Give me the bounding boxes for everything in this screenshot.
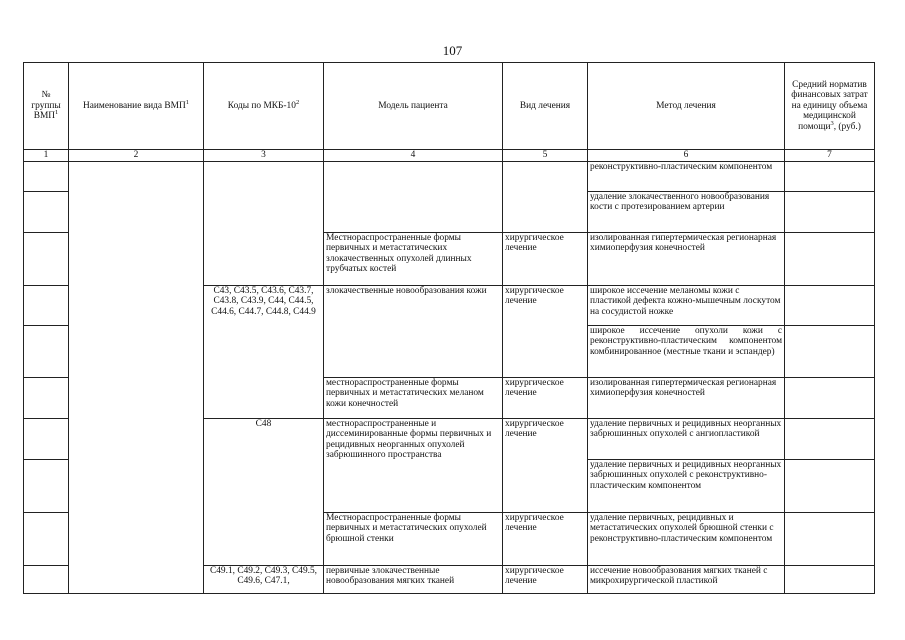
method-cell: удаление первичных, рецидивных и метастатических опухолей брюшной стенки с реконструктивно-пластическим компонентом [588,513,785,566]
cost-cell [785,162,875,192]
model-cell: злокачественные новообразования кожи [324,286,503,378]
method-cell: реконструктивно-пластическим компонентом [588,162,785,192]
model-cell: первичные злокачественные новообразования мягких тканей [324,566,503,594]
cost-cell [785,460,875,513]
group-cell [24,419,69,460]
column-number: 6 [588,150,785,162]
method-cell: иссечение новообразования мягких тканей с микрохирургической пластикой [588,566,785,594]
header-codes: Коды по МКБ-$10^2$ [204,63,324,150]
treatment-cell: хирургическое лечение [503,233,588,286]
treatment-cell: хирургическое лечение [503,513,588,566]
treatment-cell: хирургическое лечение [503,566,588,594]
header-group: № группы ВМП$^1$ [24,63,69,150]
method-cell: удаление первичных и рецидивных неорганных забрюшинных опухолей с ангиопластикой [588,419,785,460]
column-number: 3 [204,150,324,162]
column-number: 5 [503,150,588,162]
group-cell [24,513,69,566]
vmp-table [23,62,875,594]
group-cell [24,192,69,233]
model-cell: Местнораспространенные формы первичных и метастатических опухолей брюшной стенки [324,513,503,566]
column-number: 7 [785,150,875,162]
header-method: Метод лечения [588,63,785,150]
header-name: Наименование вида ВМП$^1$ [69,63,204,150]
treatment-cell: хирургическое лечение [503,378,588,419]
cost-cell [785,233,875,286]
cost-cell [785,286,875,326]
group-cell [24,233,69,286]
group-cell [24,566,69,594]
model-cell: местнораспространенные формы первичных и метастатических меланом кожи конечностей [324,378,503,419]
method-cell: удаление первичных и рецидивных неорганных забрюшинных опухолей с реконструктивно-пластическим компонентом [588,460,785,513]
page-number: 107 [442,43,463,58]
group-cell [24,286,69,326]
method-cell: широкое иссечение опухоли кожи с реконструктивно-пластическим компонентом комбинированное (местные ткани и эспандер) [588,326,785,378]
header-treatment: Вид лечения [503,63,588,150]
group-cell [24,460,69,513]
header-model: Модель пациента [324,63,503,150]
cost-cell [785,419,875,460]
column-number: 1 [24,150,69,162]
cost-cell [785,192,875,233]
model-cell: Местнораспространенные формы первичных и метастатических злокачественных опухолей длинных трубчатых костей [324,233,503,286]
cost-cell [785,326,875,378]
codes-cell: C43, C43.5, C43.6, C43.7, C43.8, C43.9, C44, C44.5, C44.6, C44.7, C44.8, C44.9 [204,286,324,419]
name-cell [69,162,204,594]
column-number-row [24,150,875,162]
group-cell [24,162,69,192]
model-cell: местнораспространенные и диссеминированные формы первичных и рецидивных неорганных опухолей забрюшинного пространства [324,419,503,513]
cost-cell [785,566,875,594]
table-row [24,162,875,192]
treatment-cell: хирургическое лечение [503,419,588,513]
codes-cell [204,162,324,286]
cost-cell [785,513,875,566]
method-cell: изолированная гипертермическая регионарная химиоперфузия конечностей [588,233,785,286]
treatment-cell: хирургическое лечение [503,286,588,378]
column-number: 4 [324,150,503,162]
column-number: 2 [69,150,204,162]
codes-cell: C48 [204,419,324,566]
cost-cell [785,378,875,419]
method-cell: удаление злокачественного новообразования кости с протезированием артерии [588,192,785,233]
model-cell [324,162,503,233]
header-cost: Средний норматив финансовых затрат на единицу объема медицинской помощи$^3$, (руб.) [785,63,875,150]
treatment-cell [503,162,588,233]
codes-cell: C49.1, C49.2, C49.3, C49.5, C49.6, C47.1, [204,566,324,594]
group-cell [24,378,69,419]
table-header-row [24,63,875,150]
method-cell: изолированная гипертермическая регионарная химиоперфузия конечностей [588,378,785,419]
group-cell [24,326,69,378]
method-cell: широкое иссечение меланомы кожи с пластикой дефекта кожно-мышечным лоскутом на сосудистой ножке [588,286,785,326]
